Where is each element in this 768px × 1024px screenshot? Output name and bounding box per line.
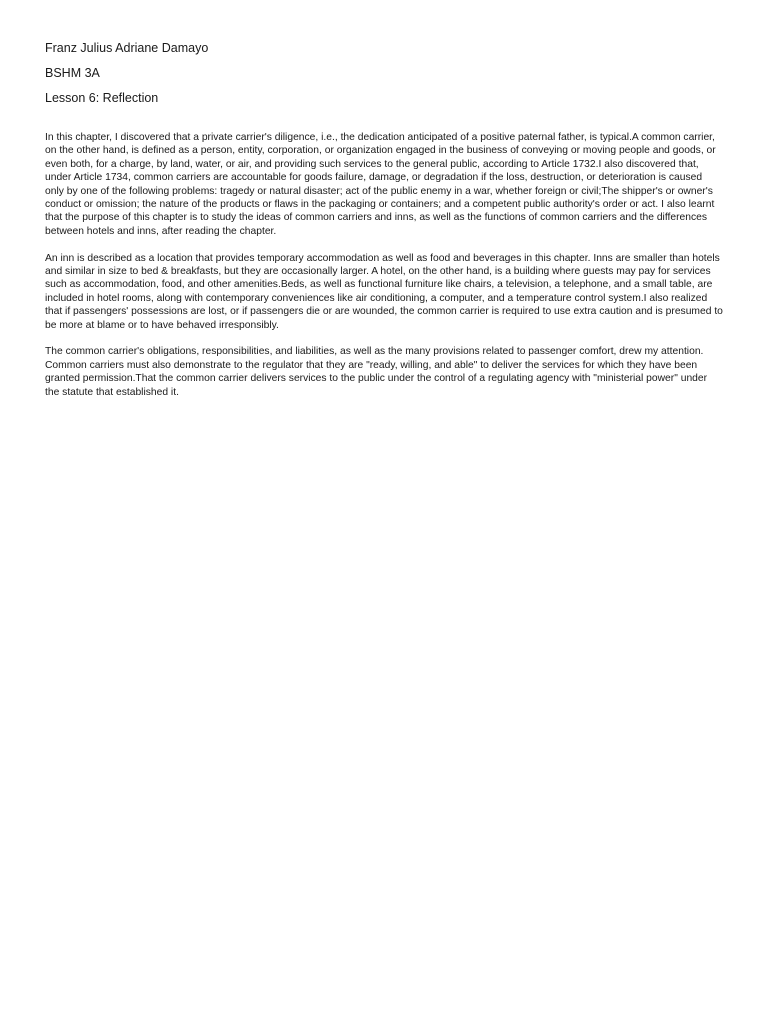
paragraph-2: An inn is described as a location that provides temporary accommodation as well as food and beverages in this chapter. Inns are smaller than hotels and similar in size to bed & breakfasts, but they are occasionally larger. A hotel, on the other hand, is a building where guests may pay for services such as accommodation, food, and other amenities.Beds, as well as functional furniture like chairs, a television, a telephone, and a small table, are included in hotel rooms, along with contemporary conveniences like air conditioning, a computer, and a temperature control system.I also realized that if passengers' possessions are lost, or if passengers die or are wounded, the common carrier is required to use extra caution and is presumed to be more at blame or to have behaved irresponsibly. bbox=[45, 252, 723, 331]
reflection-body bbox=[45, 131, 723, 412]
paragraph-1: In this chapter, I discovered that a private carrier's diligence, i.e., the dedication anticipated of a positive paternal father, is typical.A common carrier, on the other hand, is defined as a person, entity, corporation, or organization engaged in the business of conveying or moving people and goods, or even both, for a charge, by land, water, or air, and providing such services to the general public, according to Article 1732.I also discovered that, under Article 1734, common carriers are accountable for goods failure, damage, or degradation if the loss, destruction, or deterioration is caused only by one of the following problems: tragedy or natural disaster; act of the public enemy in a war, whether foreign or civil;The shipper's or owner's conduct or omission; the nature of the products or flaws in the packaging or containers; and a competent public authority's order or act. I also learnt that the purpose of this chapter is to study the ideas of common carriers and inns, as well as the functions of common carriers and the differences between hotels and inns, after reading the chapter. bbox=[45, 132, 716, 237]
lesson-title: Lesson 6: Reflection bbox=[45, 91, 159, 105]
author-name: Franz Julius Adriane Damayo bbox=[45, 41, 209, 55]
course-section: BSHM 3A bbox=[45, 66, 100, 80]
paragraph-3: The common carrier's obligations, responsibilities, and liabilities, as well as the many provisions related to passenger comfort, drew my attention. Common carriers must also demonstrate to the regulator that they are "ready, willing, and able" to deliver the services for which they have been granted permission.That the common carrier delivers services to the public under the control of a regulating agency with "ministerial power" under the statute that established it. bbox=[45, 346, 708, 398]
